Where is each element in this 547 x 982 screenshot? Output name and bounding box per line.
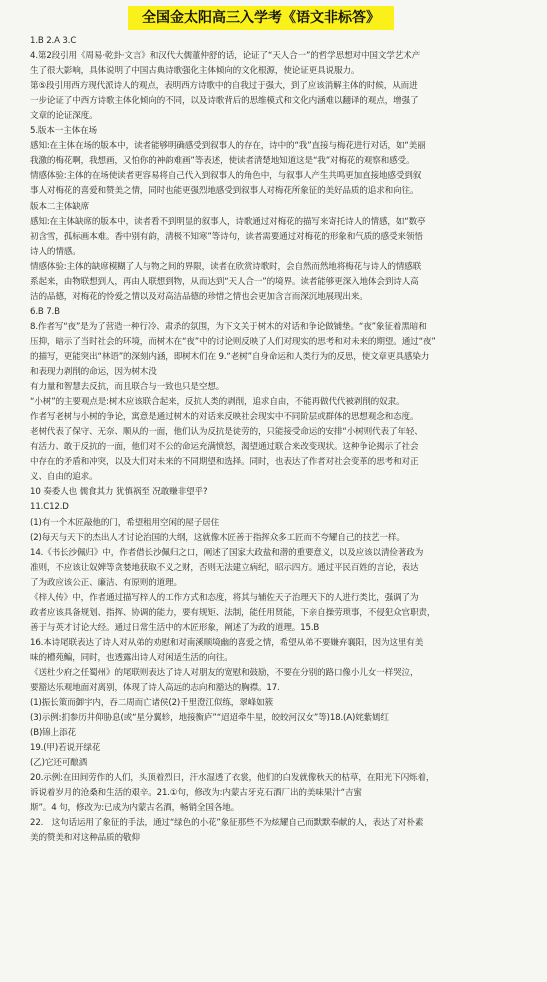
answer-line: (1)有一个木匠敲他的门，希望租用空闲的屋子居住 (30, 517, 220, 528)
answer-line: 1.B 2.A 3.C (30, 36, 77, 46)
answer-line: 中存在的矛盾和冲突，以及大们对未来的不同期望和选择。同时，也表达了作者对社会变革的思考和对正 (30, 457, 419, 468)
answer-line: “小树”的主要观点是:树木应该联合起来，反抗人类的剥削，追求自由，不能再做代代被剥削的奴隶。 (30, 397, 405, 408)
answer-line: 味的槽苑鳊，同时，也透露出诗人对闲适生活的向往。 (30, 652, 233, 663)
answer-line: 善于与英才讨论大经。通过日常生活中的木匠形象，阐述了为政的道理。15.B (30, 622, 320, 633)
answer-line: 系起来，由物联想到人，再由人联想到物，从而达到“天人合一”的境界。读者能够更深入地体会到诗人高 (30, 276, 419, 287)
answer-line: 老树代表了保守、无奈、顺从的一面，他们认为反抗是徒劳的，只能接受命运的安排“小树则代表了年轻、 (30, 427, 423, 438)
answer-line: 14.《书长沙佩归》中，作者借长沙佩归之口，阐述了国家大政盐和潜的重要意义，以及应该以清俭著政为 (30, 547, 424, 558)
answer-line: 要豁达乐观地面对离别，体现了诗人高远的志向和豁达的胸襟。17. (30, 683, 280, 694)
answer-line: 有活力、敢于反抗的一面，他们对不公的命运充满愤怒，渴望通过联合来改变现状。这种争论揭示了社会 (30, 442, 419, 453)
answer-line: 我激的梅花啊，我想画，又怕你的神韵难画”等表述，使读者清楚地知道这是“我”对梅花的观察和感受。 (30, 156, 415, 167)
answer-line: 文章的论证深度。 (30, 111, 98, 122)
answer-line: 义、自由的追求。 (30, 472, 98, 483)
answer-line: 《送杜少府之任蜀州》的尾联则表达了诗人对朋友的宽慰和鼓励，不要在分别的路口像小儿女一样哭泣， (30, 667, 419, 678)
answer-line: 第⑤段引用西方现代派诗人的观点，表明西方诗歌中的自我过于强大，到了应该消解主体的时候，从而进 (30, 81, 418, 92)
answer-line: 政者应该具备规划、指挥、协调的能力，要有规矩、法制，能任用贤能，下亲自操劳琐事，不侵犯众官职责， (30, 607, 436, 618)
answer-line: 斯”。4 句，修改为:已成为内蒙古名酒，畅销全国各地。 (30, 803, 240, 814)
answer-line: 版本二主体缺席 (30, 201, 90, 212)
answer-line: 事人对梅花的喜爱和赞美之情，同时也能更强烈地感受到叙事人对梅花所象征的美好品质的追求和向往。 (30, 186, 419, 197)
answer-line: 情感体验:主体的缺席模糊了人与物之间的界限，读者在欣赏诗歌时，会自然而然地将梅花与诗人的情感联 (30, 261, 422, 272)
answer-line: 22. 这句话运用了象征的手法，通过“绿色的小花”象征那些不为炫耀自己而默默奉献的人，表达了对朴素 (30, 818, 424, 829)
answer-line: 生了很大影响，具体说明了中国古典诗歌强化主体倾向的文化根源，使论证更具说服力。 (30, 66, 360, 77)
answer-line: 《梓人传》中，作者通过描写梓人的工作方式和态度，将其与辅佐天子治理天下的人进行类比，强调了为 (30, 592, 419, 603)
answer-line: 感知:在主体缺席的版本中，读者看不到明显的叙事人，诗歌通过对梅花的描写来寄托诗人的情感，如“数亭 (30, 216, 426, 227)
answer-line: (1)振长策而御宇内，吞二周而亡诸侯(2)千里澄江似练，翠峰如簇 (30, 698, 273, 709)
answer-line: 16.本诗尾联表达了诗人对从弟的劝慰和对南溪顺境幽的喜爱之情，希望从弟不要嫌弃襄阳，因为这里有美 (30, 637, 424, 648)
answer-line: 19.(甲)若说开绿花 (30, 743, 101, 754)
answer-line: 11.C12.D (30, 502, 69, 513)
answer-line: 有力量和智慧去反抗，而且联合与一致也只是空想。 (30, 382, 225, 393)
answer-line: 美的赞美和对这种品质的敬仰 (30, 833, 140, 844)
answer-line: 诉说着岁月的沧桑和生活的艰辛。21.①句，修改为:内蒙古牙克石酒厂出的美味果汁“吉蜜 (30, 788, 362, 799)
answer-line: (B)锦上添花 (30, 728, 76, 739)
page-title: 全国金太阳高三入学考《语文非标答》 (128, 6, 394, 30)
answer-line: 诗人的情感。 (30, 246, 81, 257)
answer-line: 压抑，暗示了当时社会的环境，而树木在“夜”中的讨论则反映了人们对现实的思考和对未来的期望。通过“夜” (30, 336, 436, 347)
answer-line: 8.作者写“夜”是为了营造一种行冷、肃杀的氛围，为下文关于树木的对话和争论做铺垫。“夜”象征着黑暗和 (30, 321, 427, 332)
answer-line: 准则，不应该让奴婢等贪婪地获取不义之财，否则无法建立病纪，昭示四方。通过平民百姓的言论，表达 (30, 562, 419, 573)
answer-line: 的描写，更能突出“林语”的深刻内涵，即树木们在 9.“老树”自身命运和人类行为的反思，使文章更具感染力 (30, 351, 430, 362)
answer-line: 情感体验:主体的在场使读者更容易将自己代入到叙事人的角色中，与叙事人产生共鸣更加直接地感受到叙 (30, 171, 422, 182)
answer-line: (乙)它还可酿酒 (30, 758, 88, 769)
answer-line: 一步论证了中西方诗歌主体化倾向的不同，以及诗歌背后的思维模式和文化内涵难以翻译的观点，增强了 (30, 96, 419, 107)
answer-line: 10 奏委人也 儒食其力 犹慎祸至 况敢赚非望乎? (30, 487, 208, 498)
answer-line: 作者写老树与小树的争论，寓意是通过树木的对话来反映社会现实中不同阶层或群体的思想观念和态度。 (30, 412, 419, 423)
answer-line: 了为政应该公正、廉洁、有原则的道理。 (30, 577, 182, 588)
answer-line: 4.第2段引用《周易·乾卦·文言》和汉代大儒董仲舒的话，论证了“天人合一”的哲学思想对中国文学艺术产 (30, 51, 421, 62)
answer-body (30, 34, 535, 847)
answer-line: 6.B 7.B (30, 306, 60, 317)
answer-line: (2)每天与天下的杰出人才讨论治国的大纲，这就像木匠善于指挥众多工匠而不夸耀自己的技艺一样。 (30, 532, 405, 543)
answer-line: 感知:在主体在场的版本中，读者能够明确感受到叙事人的存在，诗中的“我”直接与梅花进行对话，如“美丽 (30, 141, 426, 152)
answer-line: (3)示例:扪参历井仰胁息(或“星分翼轸，地接衡庐”“迢迢牵牛星，皎皎河汉女”等)18.(A)姹紫嫣红 (30, 713, 389, 724)
answer-line: 20.示例:在田间劳作的人们，头顶着烈日，汗水湿透了衣裳，他们的白发就像秋天的枯草，在阳光下闪烁着， (30, 773, 435, 784)
answer-line: 和表现力剥削的命运，因为树木没 (30, 367, 157, 378)
answer-line: 初含雪，孤标画本难。香中别有韵，清极不知寒”等诗句，读者需要通过对梅花的形象和气质的感受来领悟 (30, 231, 423, 242)
answer-line: 洁的品德，对梅花的怜爱之情以及对高洁品德的珍惜之情也会更加含言而深沉地展现出来。 (30, 291, 368, 302)
answer-line: 5.版本一主体在场 (30, 126, 98, 137)
